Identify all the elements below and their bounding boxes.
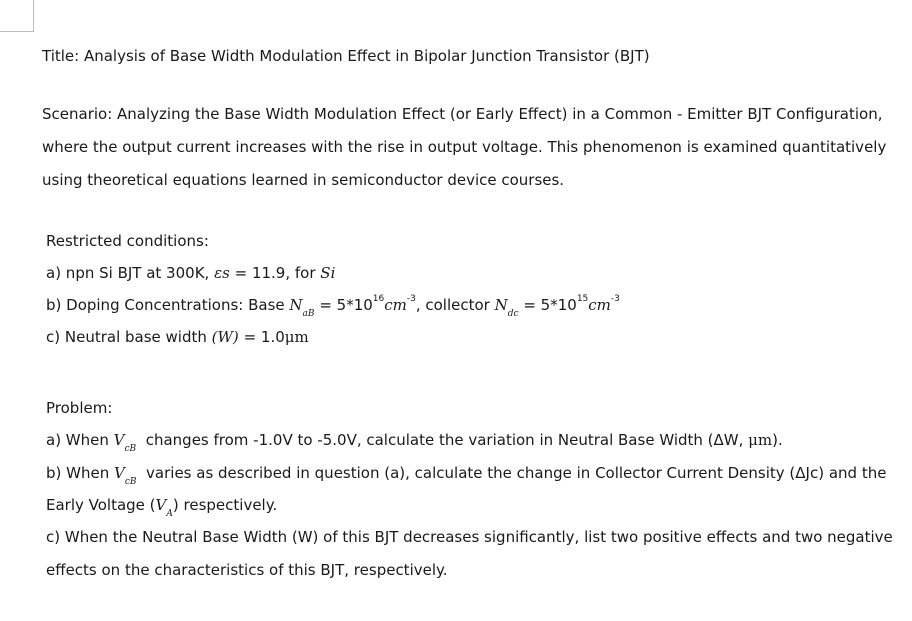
early-voltage-end: ) respectively.: [172, 496, 278, 514]
collector-doping-exponent: 15: [576, 294, 589, 304]
early-voltage-prefix: Early Voltage (: [46, 496, 156, 514]
problem-a-end: ).: [772, 431, 783, 449]
problem-heading: Problem:: [46, 399, 113, 417]
condition-b-prefix: b) Doping Concentrations: Base: [46, 296, 285, 314]
problem-b-text: varies as described in question (a), calculate the change in Collector Current Density (ΔJc) and the: [146, 464, 887, 482]
epsilon-symbol: εs: [214, 264, 230, 282]
scenario-line-2: where the output current increases with the rise in output voltage. This phenomenon is examined quantitatively: [42, 138, 887, 156]
width-variable: (W): [211, 328, 239, 346]
problem-a-prefix: a) When: [46, 431, 109, 449]
vcb-subscript-b: cB: [124, 477, 137, 487]
conditions-heading: Restricted conditions:: [46, 232, 209, 250]
va-subscript: A: [166, 509, 173, 519]
base-doping-value: = 5*10: [319, 296, 373, 314]
scenario-line-3: using theoretical equations learned in semiconductor device courses.: [42, 171, 565, 189]
problem-a-text: changes from -1.0V to -5.0V, calculate the variation in Neutral Base Width (ΔW,: [145, 431, 744, 449]
condition-b: [46, 295, 620, 318]
vcb-symbol-b: V: [114, 464, 125, 482]
base-cm-unit: cm: [384, 296, 407, 314]
problem-b: [46, 463, 886, 486]
scenario-line-1: Scenario: Analyzing the Base Width Modulation Effect (or Early Effect) in a Common - Emitter BJT Configuration,: [42, 105, 883, 123]
base-n-subscript: aB: [302, 309, 315, 319]
collector-cm-unit: cm: [588, 296, 611, 314]
base-doping-exponent: 16: [372, 294, 385, 304]
vcb-symbol: V: [113, 431, 125, 449]
si-symbol: Si: [320, 264, 336, 282]
base-cm-exponent: -3: [406, 294, 416, 304]
condition-c-eq: = 1.0: [243, 328, 285, 346]
problem-b-line-2: [46, 495, 277, 518]
condition-c-prefix: c) Neutral base width: [46, 328, 207, 346]
problem-a: [46, 430, 783, 453]
collector-n-symbol: N: [494, 296, 508, 314]
collector-cm-exponent: -3: [610, 294, 620, 304]
collector-doping-value: = 5*10: [523, 296, 577, 314]
collector-label: , collector: [415, 296, 490, 314]
problem-a-unit: μm: [748, 431, 773, 449]
page-title: Title: Analysis of Base Width Modulation Effect in Bipolar Junction Transistor (BJT): [42, 47, 650, 65]
va-symbol: V: [155, 496, 167, 514]
problem-c-line-2: effects on the characteristics of this BJT, respectively.: [46, 561, 448, 579]
condition-a-eq: = 11.9, for: [234, 264, 316, 282]
condition-a-prefix: a) npn Si BJT at 300K,: [46, 264, 210, 282]
vcb-subscript: cB: [124, 444, 137, 454]
condition-a: [46, 263, 335, 283]
condition-c: [46, 327, 309, 347]
corner-frame: [0, 0, 34, 32]
collector-n-subscript: dc: [507, 309, 519, 319]
base-n-symbol: N: [289, 296, 303, 314]
problem-c-line-1: c) When the Neutral Base Width (W) of this BJT decreases significantly, list two positive effects and two negative: [46, 528, 893, 546]
problem-b-prefix: b) When: [46, 464, 110, 482]
micrometer-unit: μm: [284, 328, 309, 346]
